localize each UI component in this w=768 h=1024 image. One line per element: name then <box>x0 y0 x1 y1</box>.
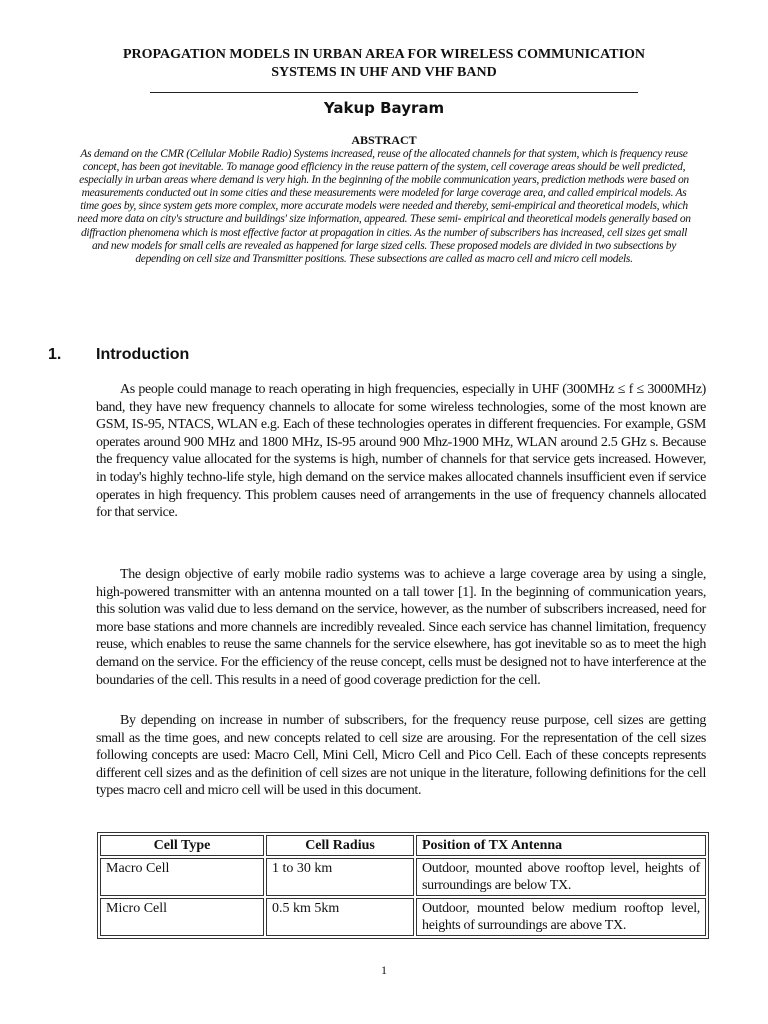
abstract-heading: ABSTRACT <box>351 133 417 147</box>
abstract-text: As demand on the CMR (Cellular Mobile Radio) Systems increased, reuse of the allocated channels for that system, which is frequency reuse concept, has been got inevitable. To manage good efficiency in the reuse pattern of the system, cell coverage areas should be well predicted, especially in urban areas where demand is very high. In the beginning of the mobile communication years, prediction methods were based on measurements conducted out in some cities and these measurements were modeled for large coverage area, and called empirical models. As time goes by, since system gets more complex, more accurate models were needed and thereby, semi-empirical and theoretical models, which need more data on city's structure and buildings' size information, appeared. These semi- empirical and theoretical models generally based on diffraction phenomena which is most effective factor at propagation in cities. As the number of subscribers has increased, cell sizes get small and new models for small cells are revealed as happened for large sized cells. These proposed models are divided in two subsections by depending on cell size and Transmitter positions. These subsections are called as macro cell and micro cell models. <box>77 148 691 265</box>
table-row <box>100 898 706 936</box>
paragraph-1 <box>96 381 706 522</box>
paragraph-2-text: The design objective of early mobile radio systems was to achieve a large coverage area by using a single, high-powered transmitter with an antenna mounted on a tall tower [1]. In the beginning of communication years, this solution was valid due to less demand on the service, however, as the number of subscribers increased, need for more base stations and more channels are incredibly revealed. Since each service has channel limitation, frequency reuse, which enables to reuse the same channels for the service elsewhere, has got inevitable so as to meet the high demand on the service. For the efficiency of the reuse concept, cells must be designed not to have interference at the boundaries of the cell. This results in a need of good coverage prediction for the cell. <box>96 567 706 688</box>
title-divider <box>150 92 638 93</box>
page-number: 1 <box>381 963 387 977</box>
section-title: Introduction <box>96 346 190 363</box>
section-number: 1. <box>48 346 62 363</box>
cell-radius: 0.5 km 5km <box>266 898 414 936</box>
paper-title: PROPAGATION MODELS IN URBAN AREA FOR WIRELESS COMMUNICATION SYSTEMS IN UHF AND VHF BAND <box>122 47 646 80</box>
paragraph-1-text: As people could manage to reach operating in high frequencies, especially in UHF (300MHz ≤ f ≤ 3000MHz) band, they have new frequency channels to allocate for some wireless technologies, some of the most known are GSM, IS-95, NTACS, WLAN e.g. Each of these technologies operates in different frequencies. For example, GSM operates around 900 MHz and 1800 MHz, IS-95 around 900 Mhz-1900 MHz, WLAN around 2.5 GHz s. Because the frequency value allocated for the systems is high, number of channels for that service gets increased. However, in today's highly techno-life style, high demand on the service makes allocated channels insufficient even if service operates in high frequency. This problem causes need of arrangements in the use of frequency channels allocated for that service. <box>96 382 706 521</box>
paragraph-2 <box>96 566 706 689</box>
author-name: Yakup Bayram <box>323 99 445 117</box>
header-tx-position: Position of TX Antenna <box>416 835 706 856</box>
cell-types-table <box>97 832 709 939</box>
cell-radius: 1 to 30 km <box>266 858 414 896</box>
header-cell-radius: Cell Radius <box>266 835 414 856</box>
paragraph-3 <box>96 712 706 800</box>
table-row <box>100 858 706 896</box>
tx-position: Outdoor, mounted above rooftop level, heights of surroundings are below TX. <box>416 858 706 896</box>
paragraph-3-text: By depending on increase in number of subscribers, for the frequency reuse purpose, cell sizes are getting small as the time goes, and new concepts related to cell size are arousing. For the representation of the cell sizes following concepts are used: Macro Cell, Mini Cell, Micro Cell and Pico Cell. Each of these concepts represents different cell sizes and as the definition of cell sizes are not unique in the literature, following definitions for the cell types macro cell and micro cell will be used in this document. <box>96 713 706 799</box>
cell-type: Micro Cell <box>100 898 264 936</box>
header-cell-type: Cell Type <box>100 835 264 856</box>
cell-type: Macro Cell <box>100 858 264 896</box>
table-header-row <box>100 835 706 856</box>
tx-position: Outdoor, mounted below medium rooftop level, heights of surroundings are above TX. <box>416 898 706 936</box>
